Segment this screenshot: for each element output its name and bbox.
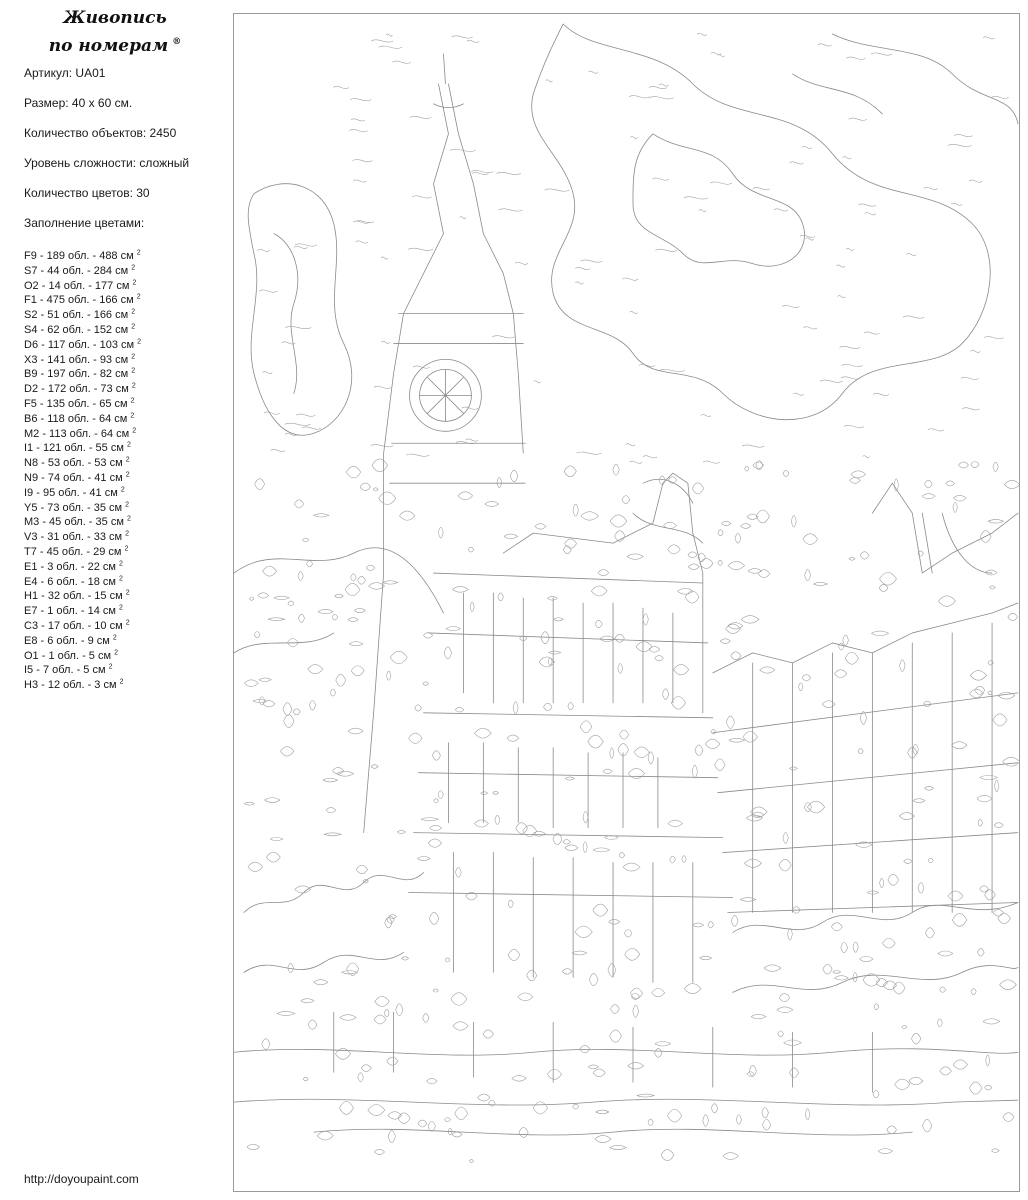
unit-superscript: 2 [125, 589, 130, 597]
color-fill-item [24, 264, 141, 279]
color-fill-text: Y5 - 73 обл. - 35 см [24, 501, 123, 514]
brand-logo [0, 6, 230, 58]
color-fill-list [24, 249, 141, 693]
color-fill-item [24, 353, 141, 368]
website-url[interactable]: http://doyoupaint.com [24, 1172, 139, 1186]
color-fill-item [24, 530, 141, 545]
color-fill-text: O1 - 1 обл. - 5 см [24, 649, 112, 662]
color-fill-text: M2 - 113 обл. - 64 см [24, 427, 130, 440]
fill-heading: Заполнение цветами: [24, 216, 145, 230]
color-fill-text: F1 - 475 обл. - 166 см [24, 294, 134, 307]
unit-superscript: 2 [132, 278, 137, 286]
unit-superscript: 2 [131, 382, 136, 390]
color-fill-item [24, 663, 141, 678]
color-fill-item [24, 279, 141, 294]
article-text: Артикул: UA01 [24, 66, 106, 80]
coloring-outline-art [234, 14, 1019, 1191]
outline-texture [244, 33, 1019, 1162]
color-fill-item [24, 515, 141, 530]
color-fill-text: I1 - 121 обл. - 55 см [24, 442, 124, 455]
color-fill-text: I5 - 7 обл. - 5 см [24, 664, 106, 677]
size-text: Размер: 40 х 60 см. [24, 96, 133, 110]
color-fill-item [24, 471, 141, 486]
unit-superscript: 2 [136, 249, 141, 257]
unit-superscript: 2 [130, 397, 135, 405]
unit-superscript: 2 [119, 574, 123, 582]
color-fill-text: H3 - 12 обл. - 3 см [24, 679, 117, 692]
unit-superscript: 2 [130, 412, 135, 420]
registered-mark: ® [172, 37, 182, 47]
color-fill-item [24, 412, 141, 427]
color-fill-text: T7 - 45 обл. - 29 см [24, 545, 122, 558]
color-fill-text: N8 - 53 обл. - 53 см [24, 457, 123, 470]
colors-count-text: Количество цветов: 30 [24, 186, 150, 200]
product-info [24, 66, 189, 245]
unit-superscript: 2 [124, 545, 129, 553]
color-fill-item [24, 338, 141, 353]
unit-superscript: 2 [112, 634, 117, 642]
unit-superscript: 2 [125, 456, 130, 464]
color-fill-text: S2 - 51 обл. - 166 см [24, 309, 129, 322]
color-fill-item [24, 545, 141, 560]
unit-superscript: 2 [131, 367, 136, 375]
color-fill-text: S4 - 62 обл. - 152 см [24, 323, 129, 336]
color-fill-item [24, 501, 141, 516]
unit-superscript: 2 [126, 515, 131, 523]
color-fill-text: X3 - 141 обл. - 93 см [24, 353, 129, 366]
paint-canvas [233, 13, 1020, 1192]
color-fill-item [24, 604, 141, 619]
color-fill-text: N9 - 74 обл. - 41 см [24, 471, 123, 484]
objects-text: Количество объектов: 2450 [24, 126, 177, 140]
color-fill-text: S7 - 44 обл. - 284 см [24, 264, 129, 277]
color-fill-item [24, 634, 141, 649]
color-fill-text: E4 - 6 обл. - 18 см [24, 575, 116, 588]
color-fill-item [24, 575, 141, 590]
color-fill-text: E1 - 3 обл. - 22 см [24, 560, 116, 573]
color-fill-text: B9 - 197 обл. - 82 см [24, 368, 129, 381]
unit-superscript: 2 [108, 663, 113, 671]
brand-line-1: Живопись [63, 8, 167, 28]
color-fill-text: I9 - 95 обл. - 41 см [24, 486, 118, 499]
unit-superscript: 2 [114, 648, 119, 656]
color-fill-item [24, 441, 141, 456]
color-fill-item [24, 293, 141, 308]
unit-superscript: 2 [132, 426, 137, 434]
color-fill-text: C3 - 17 обл. - 10 см [24, 619, 123, 632]
unit-superscript: 2 [119, 678, 124, 686]
color-fill-item [24, 249, 141, 264]
color-fill-item [24, 382, 141, 397]
color-fill-text: D2 - 172 обл. - 73 см [24, 383, 129, 396]
color-fill-item [24, 456, 141, 471]
color-fill-item [24, 678, 141, 693]
color-fill-text: E7 - 1 обл. - 14 см [24, 605, 116, 618]
unit-superscript: 2 [120, 486, 125, 494]
difficulty-text: Уровень сложности: сложный [24, 156, 190, 170]
color-fill-item [24, 649, 141, 664]
color-fill-text: B6 - 118 обл. - 64 см [24, 412, 128, 425]
color-fill-item [24, 367, 141, 382]
brand-line-2: по номерам [48, 35, 169, 56]
color-fill-item [24, 560, 141, 575]
color-fill-item [24, 589, 141, 604]
color-fill-text: O2 - 14 обл. - 177 см [24, 279, 130, 292]
color-fill-item [24, 308, 141, 323]
unit-superscript: 2 [125, 619, 130, 627]
color-fill-text: F9 - 189 обл. - 488 см [24, 250, 134, 262]
color-fill-text: H1 - 32 обл. - 15 см [24, 590, 123, 603]
unit-superscript: 2 [131, 264, 136, 272]
color-fill-text: D6 - 117 обл. - 103 см [24, 338, 135, 351]
unit-superscript: 2 [125, 471, 130, 479]
unit-superscript: 2 [131, 308, 136, 316]
color-fill-text: E8 - 6 обл. - 9 см [24, 634, 110, 647]
unit-superscript: 2 [131, 352, 136, 360]
unit-superscript: 2 [136, 293, 141, 301]
color-fill-text: M3 - 45 обл. - 35 см [24, 516, 124, 529]
unit-superscript: 2 [119, 604, 123, 612]
unit-superscript: 2 [125, 500, 130, 508]
unit-superscript: 2 [119, 560, 123, 568]
color-fill-item [24, 619, 141, 634]
color-fill-item [24, 323, 141, 338]
unit-superscript: 2 [126, 441, 131, 449]
color-fill-text: V3 - 31 обл. - 33 см [24, 531, 123, 544]
color-fill-item [24, 486, 141, 501]
unit-superscript: 2 [137, 338, 142, 346]
color-fill-item [24, 427, 141, 442]
unit-superscript: 2 [131, 323, 136, 331]
color-fill-text: F5 - 135 обл. - 65 см [24, 397, 128, 410]
color-fill-item [24, 397, 141, 412]
unit-superscript: 2 [125, 530, 130, 538]
